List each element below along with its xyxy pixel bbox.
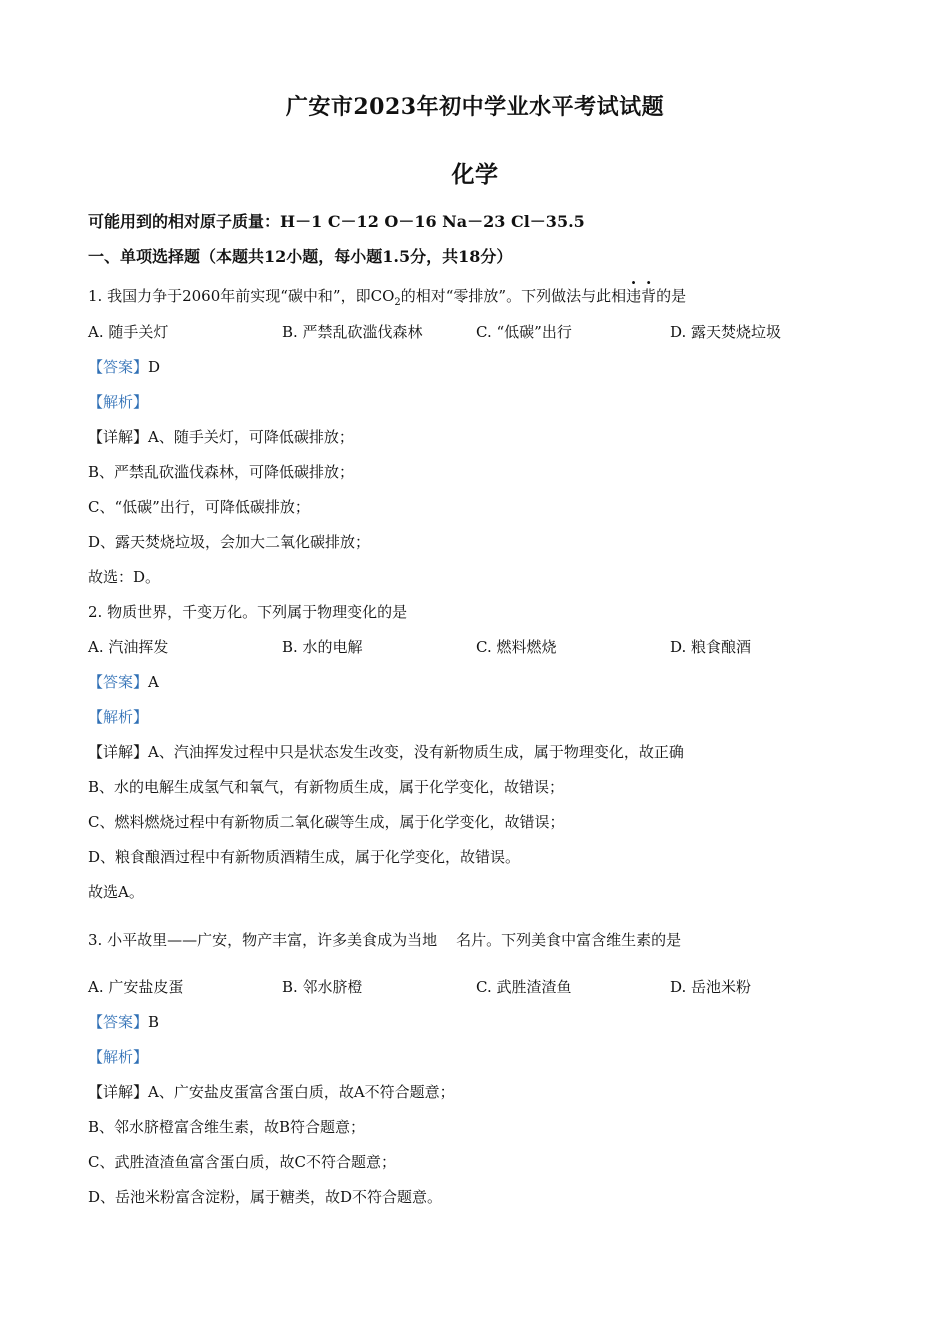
q2-option-b: B. 水的电解: [282, 638, 363, 656]
question-2-stem: 2. 物质世界，千变万化。下列属于物理变化的是: [88, 603, 408, 621]
question-1-stem: 1. 我国力争于2060年前实现“碳中和”，即$CO_2$的相对“零排放”。下列做法与此相违背的是: [88, 287, 687, 308]
q1-option-d: D. 露天焚烧垃圾: [670, 323, 782, 341]
question-3-stem: 3. 小平故里——广安，物产丰富，许多美食成为当地 名片。下列美食中富含维生素的是: [88, 931, 682, 949]
exam-title: 广安市2023年初中学业水平考试试题: [285, 94, 665, 120]
q2-detail-line: C、燃料燃烧过程中有新物质二氧化碳等生成，属于化学变化，故错误；: [88, 813, 565, 831]
q3-detail-line: C、武胜渣渣鱼富含蛋白质，故C不符合题意；: [88, 1153, 396, 1171]
q2-answer: 【答案】A: [88, 673, 159, 691]
q3-detail-line: D、岳池米粉富含淀粉，属于糖类，故D不符合题意。: [88, 1188, 443, 1206]
q3-option-a: A. 广安盐皮蛋: [88, 978, 184, 996]
q3-option-d: D. 岳池米粉: [670, 978, 752, 996]
q1-detail-line: B、严禁乱砍滥伐森林，可降低碳排放；: [88, 463, 355, 481]
q1-answer: 【答案】D: [88, 358, 161, 376]
q3-detail-line: B、邻水脐橙富含维生素，故B符合题意；: [88, 1118, 366, 1136]
atomic-mass-line: 可能用到的相对原子质量：H－1 C－12 O－16 Na－23 Cl－35.5: [88, 212, 585, 231]
q1-analysis-tag: 【解析】: [88, 393, 149, 411]
q3-answer: 【答案】B: [88, 1013, 160, 1031]
q1-detail-line: D、露天焚烧垃圾，会加大二氧化碳排放；: [88, 533, 371, 551]
q3-option-b: B. 邻水脐橙: [282, 978, 363, 996]
q1-option-b: B. 严禁乱砍滥伐森林: [282, 323, 423, 341]
q2-option-d: D. 粮食酿酒: [670, 638, 752, 656]
q2-detail-line: B、水的电解生成氢气和氧气，有新物质生成，属于化学变化，故错误；: [88, 778, 565, 796]
q1-option-a: A. 随手关灯: [88, 323, 169, 341]
q2-analysis-tag: 【解析】: [88, 708, 149, 726]
q1-detail-line: 故选：D。: [88, 568, 161, 586]
q3-option-c: C. 武胜渣渣鱼: [476, 978, 572, 996]
q1-detail-line: C、“低碳”出行，可降低碳排放；: [88, 498, 310, 516]
q2-detail-line: 【详解】A、汽油挥发过程中只是状态发生改变，没有新物质生成，属于物理变化，故正确: [88, 743, 684, 761]
q3-analysis-tag: 【解析】: [88, 1048, 149, 1066]
q1-option-c: C. “低碳”出行: [476, 323, 572, 341]
q2-detail-line: 故选A。: [88, 883, 144, 901]
q2-option-a: A. 汽油挥发: [88, 638, 169, 656]
section-heading: 一、单项选择题（本题共12小题，每小题1.5分，共18分）: [88, 247, 513, 266]
q2-option-c: C. 燃料燃烧: [476, 638, 557, 656]
q1-detail-line: 【详解】A、随手关灯，可降低碳排放；: [88, 428, 354, 446]
q3-detail-line: 【详解】A、广安盐皮蛋富含蛋白质，故A不符合题意；: [88, 1083, 455, 1101]
subject-title: 化学: [451, 161, 499, 188]
q2-detail-line: D、粮食酿酒过程中有新物质酒精生成，属于化学变化，故错误。: [88, 848, 521, 866]
